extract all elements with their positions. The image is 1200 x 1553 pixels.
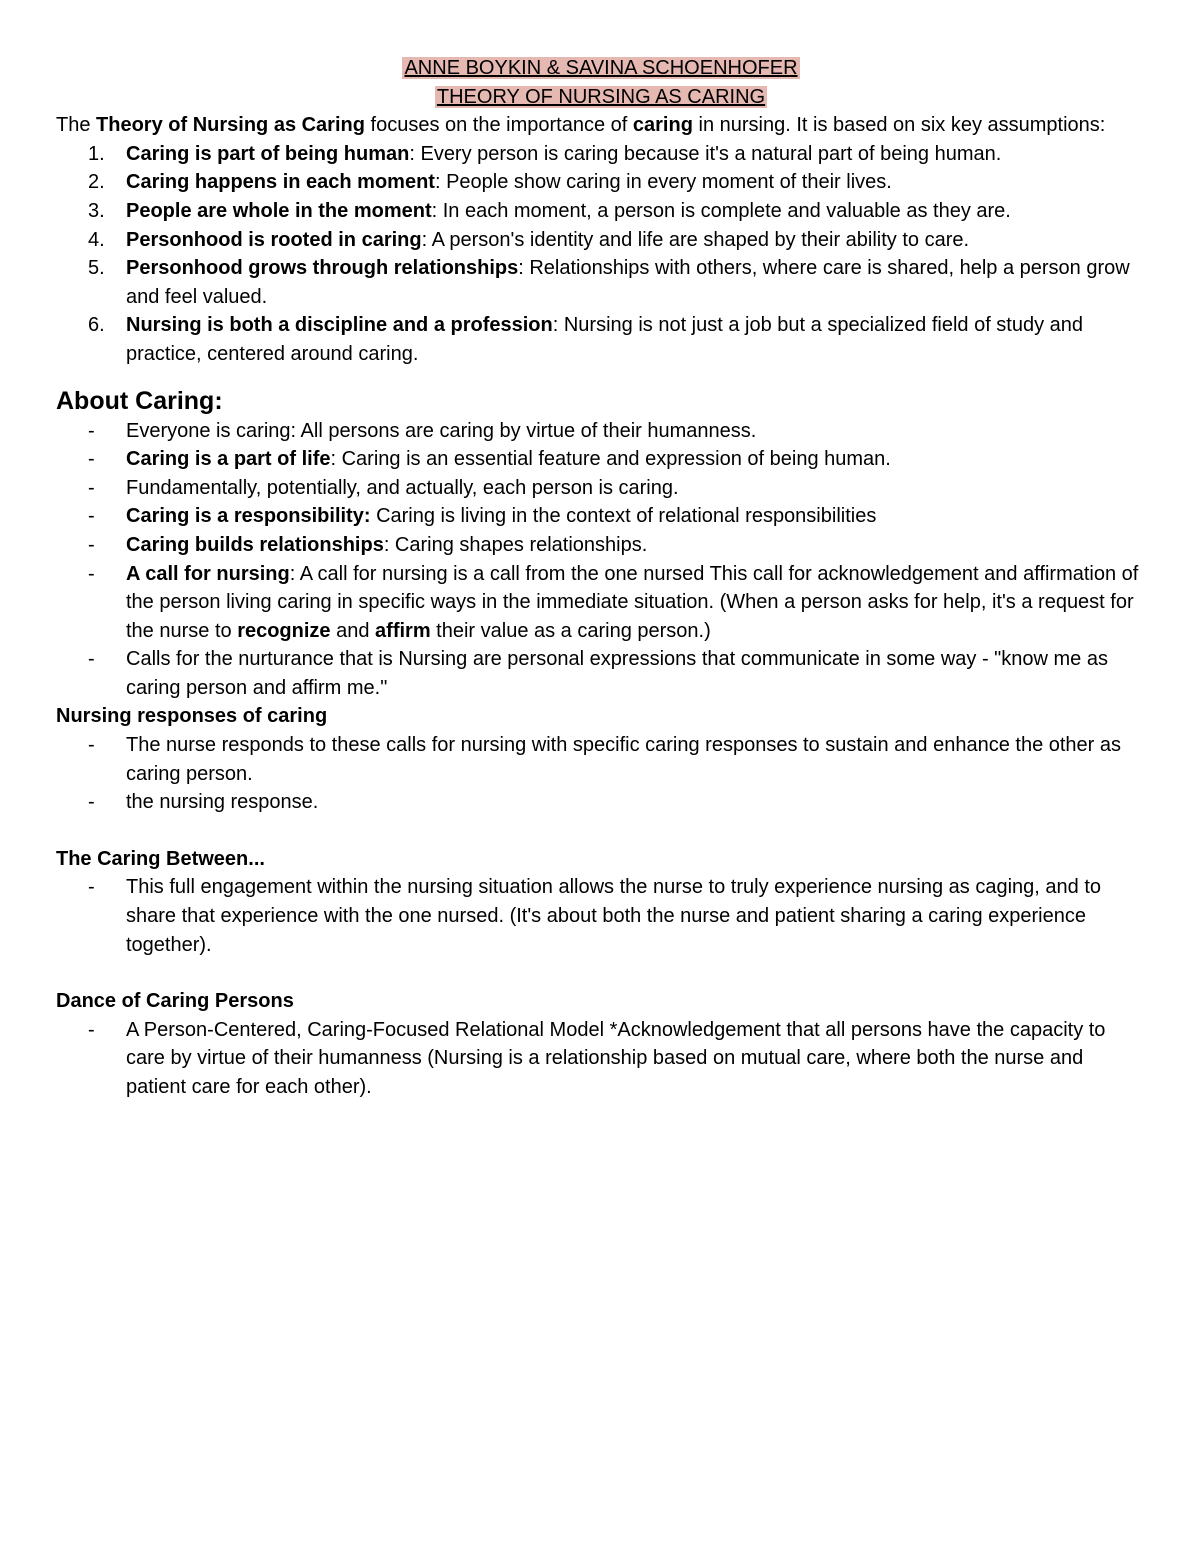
- assumption-text: : Relationships with others, where care is shared, help a person grow and feel valued.: [126, 257, 1130, 308]
- dash-marker: -: [88, 562, 95, 585]
- list-item: [56, 873, 1146, 959]
- list-number: 2.: [88, 171, 105, 194]
- item-text: : A call for nursing is a call from the one nursed This call for acknowledgement and affirmation of the person living caring in specific ways in the immediate situation. (When a person asks for help, it's a request for the nurse to: [126, 562, 1139, 642]
- title-theory-line: [56, 83, 1146, 112]
- nursing-responses-list: [56, 731, 1146, 817]
- title-theory: THEORY OF NURSING AS CARING: [436, 85, 766, 108]
- list-item-call-for-nursing: [56, 560, 1146, 646]
- list-item: [56, 731, 1146, 788]
- assumption-item: [56, 140, 1146, 169]
- dash-marker: -: [88, 648, 95, 671]
- list-item: [56, 645, 1146, 702]
- about-caring-list: [56, 417, 1146, 703]
- item-text: The nurse responds to these calls for nursing with specific caring responses to sustain and enhance the other as caring person.: [126, 734, 1122, 785]
- list-number: 1.: [88, 142, 105, 165]
- bold-recognize: recognize: [237, 619, 331, 642]
- item-text: This full engagement within the nursing situation allows the nurse to truly experience nursing as caging, and to share that experience with the one nursed. (It's about both the nurse and patient sharing a caring experience together).: [126, 876, 1102, 956]
- assumption-text: : People show caring in every moment of their lives.: [434, 171, 892, 194]
- assumption-bold: Personhood is rooted in caring: [126, 228, 422, 251]
- assumption-item: [56, 168, 1146, 197]
- item-text: : Caring shapes relationships.: [383, 533, 648, 556]
- title-authors: ANNE BOYKIN & SAVINA SCHOENHOFER: [404, 57, 798, 79]
- item-text: and: [330, 619, 376, 642]
- about-caring-heading: About Caring:: [56, 386, 223, 415]
- dash-marker: -: [88, 1018, 95, 1041]
- item-bold: Caring builds relationships: [126, 533, 384, 556]
- list-number: 5.: [88, 257, 105, 280]
- list-item: [56, 474, 1146, 503]
- dash-marker: -: [88, 876, 95, 899]
- bold-affirm: affirm: [375, 619, 431, 642]
- assumption-item: [56, 197, 1146, 226]
- item-bold: A call for nursing: [126, 562, 290, 585]
- assumption-text: : A person's identity and life are shaped by their ability to care.: [421, 228, 970, 251]
- item-text: their value as a caring person.): [430, 619, 711, 642]
- dash-marker: -: [88, 533, 95, 556]
- caring-between-list: [56, 873, 1146, 959]
- item-bold: Caring is a part of life: [126, 448, 331, 471]
- item-text: Calls for the nurturance that is Nursing are personal expressions that communicate in some way - "know me as caring person and affirm me.": [126, 648, 1108, 699]
- dash-marker: -: [88, 791, 95, 814]
- list-number: 4.: [88, 228, 105, 251]
- dance-list: [56, 1016, 1146, 1102]
- nursing-responses-heading: Nursing responses of caring: [56, 705, 328, 728]
- dash-marker: -: [88, 505, 95, 528]
- list-item: [56, 531, 1146, 560]
- item-text: Everyone is caring: All persons are caring by virtue of their humanness.: [126, 419, 757, 442]
- assumption-bold: People are whole in the moment: [126, 199, 432, 222]
- item-text: Fundamentally, potentially, and actually, each person is caring.: [126, 476, 679, 499]
- spacer: [56, 959, 1146, 987]
- intro-bold-theory: Theory of Nursing as Caring: [96, 114, 365, 137]
- dance-heading: Dance of Caring Persons: [56, 990, 294, 1013]
- assumption-bold: Nursing is both a discipline and a profession: [126, 314, 553, 337]
- item-text: : Caring is an essential feature and expression of being human.: [330, 448, 891, 471]
- title-author-line: [56, 54, 1146, 83]
- document-page: [56, 54, 1146, 1102]
- assumptions-list: [56, 140, 1146, 369]
- assumption-bold: Personhood grows through relationships: [126, 257, 519, 280]
- dash-marker: -: [88, 419, 95, 442]
- assumption-item: [56, 254, 1146, 311]
- list-item: [56, 788, 1146, 817]
- intro-text-3: in nursing. It is based on six key assumptions:: [692, 114, 1106, 137]
- assumption-item: [56, 226, 1146, 255]
- intro-text-1: The: [56, 114, 97, 137]
- assumption-item: [56, 311, 1146, 368]
- list-number: 6.: [88, 314, 105, 337]
- list-number: 3.: [88, 199, 105, 222]
- dash-marker: -: [88, 448, 95, 471]
- assumption-text: : In each moment, a person is complete and valuable as they are.: [431, 199, 1011, 222]
- intro-text-2: focuses on the importance of: [364, 114, 633, 137]
- assumption-bold: Caring is part of being human: [126, 142, 410, 165]
- item-bold: Caring is a responsibility:: [126, 505, 371, 528]
- caring-between-heading: The Caring Between...: [56, 847, 265, 870]
- assumption-bold: Caring happens in each moment: [126, 171, 435, 194]
- item-text: the nursing response.: [126, 791, 319, 814]
- item-text: Caring is living in the context of relational responsibilities: [370, 505, 877, 528]
- item-text: A Person-Centered, Caring-Focused Relational Model *Acknowledgement that all persons have the capacity to care by virtue of their humanness (Nursing is a relationship based on mutual care, where both the nurse and patient care for each other).: [126, 1018, 1106, 1098]
- spacer: [56, 817, 1146, 845]
- dash-marker: -: [88, 476, 95, 499]
- list-item: [56, 417, 1146, 446]
- dash-marker: -: [88, 734, 95, 757]
- list-item: [56, 445, 1146, 474]
- assumption-text: : Every person is caring because it's a natural part of being human.: [409, 142, 1002, 165]
- assumption-text: : Nursing is not just a job but a specialized field of study and practice, centered around caring.: [126, 314, 1084, 365]
- list-item: [56, 1016, 1146, 1102]
- intro-paragraph: [56, 111, 1146, 140]
- list-item: [56, 502, 1146, 531]
- intro-bold-caring: caring: [632, 114, 693, 137]
